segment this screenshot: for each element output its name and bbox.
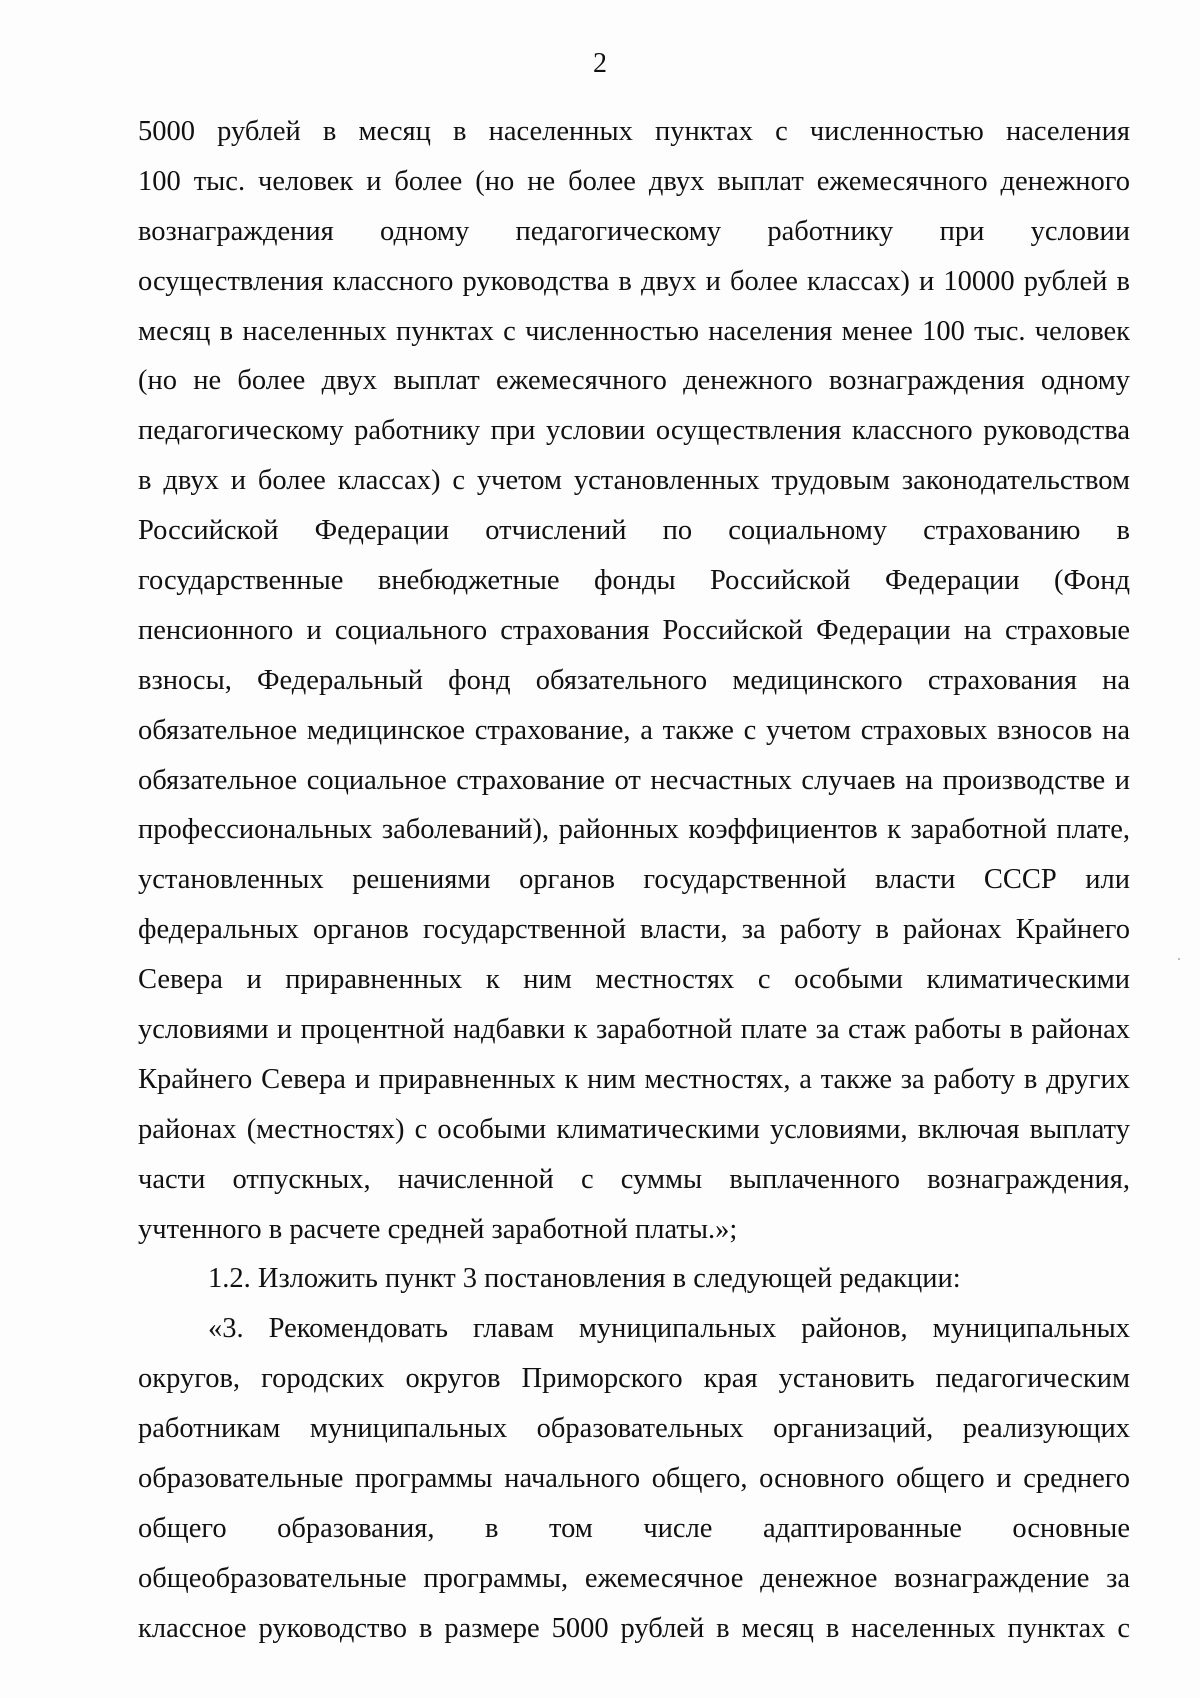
text-line: районах (местностях) с особыми климатическими условиями, включая выплату <box>138 1113 1130 1145</box>
text-line: округов, городских округов Приморского края установить педагогическим <box>138 1363 1130 1395</box>
text-line: обязательное социальное страхование от несчастных случаев на производстве и <box>138 764 1130 796</box>
text-line: федеральных органов государственной власти, за работу в районах Крайнего <box>138 914 1130 946</box>
text-line: профессиональных заболеваний), районных коэффициентов к заработной плате, <box>138 814 1130 846</box>
text-line: Крайнего Севера и приравненных к ним местностях, а также за работу в других <box>138 1063 1130 1095</box>
body-text <box>138 107 1130 1654</box>
text-line: (но не более двух выплат ежемесячного денежного вознаграждения одному <box>138 365 1130 397</box>
text-line: Российской Федерации отчислений по социальному страхованию в <box>138 515 1130 547</box>
page-number: 2 <box>593 48 607 79</box>
text-line: установленных решениями органов государственной власти СССР или <box>138 864 1130 896</box>
text-line: государственные внебюджетные фонды Российской Федерации (Фонд <box>138 565 1130 597</box>
text-line: классное руководство в размере 5000 рублей в месяц в населенных пунктах с <box>138 1612 1130 1644</box>
text-line: общего образования, в том числе адаптированные основные <box>138 1512 1130 1544</box>
text-line: общеобразовательные программы, ежемесячное денежное вознаграждение за <box>138 1562 1130 1594</box>
text-line: вознаграждения одному педагогическому работнику при условии <box>138 215 1130 247</box>
text-line: обязательное медицинское страхование, а также с учетом страховых взносов на <box>138 714 1130 746</box>
scan-speck <box>1178 958 1180 960</box>
text-line: взносы, Федеральный фонд обязательного медицинского страхования на <box>138 664 1130 696</box>
text-line: Севера и приравненных к ним местностях с особыми климатическими <box>138 964 1130 996</box>
text-line: месяц в населенных пунктах с численностью населения менее 100 тыс. человек <box>138 315 1130 347</box>
text-line: осуществления классного руководства в двух и более классах) и 10000 рублей в <box>138 265 1130 297</box>
text-line: в двух и более классах) с учетом установленных трудовым законодательством <box>138 465 1130 497</box>
text-line: условиями и процентной надбавки к заработной плате за стаж работы в районах <box>138 1014 1130 1046</box>
text-line: педагогическому работнику при условии осуществления классного руководства <box>138 415 1130 447</box>
text-line: 100 тыс. человек и более (но не более двух выплат ежемесячного денежного <box>138 165 1130 197</box>
text-line: образовательные программы начального общего, основного общего и среднего <box>138 1463 1130 1495</box>
text-line: «3. Рекомендовать главам муниципальных районов, муниципальных <box>208 1313 1130 1345</box>
text-line: 1.2. Изложить пункт 3 постановления в следующей редакции: <box>208 1263 961 1295</box>
text-line: части отпускных, начисленной с суммы выплаченного вознаграждения, <box>138 1163 1130 1195</box>
text-line: пенсионного и социального страхования Российской Федерации на страховые <box>138 614 1130 646</box>
text-line: учтенного в расчете средней заработной платы.»; <box>138 1213 738 1245</box>
text-line: 5000 рублей в месяц в населенных пунктах с численностью населения <box>138 116 1130 147</box>
text-line: работникам муниципальных образовательных организаций, реализующих <box>138 1413 1130 1445</box>
